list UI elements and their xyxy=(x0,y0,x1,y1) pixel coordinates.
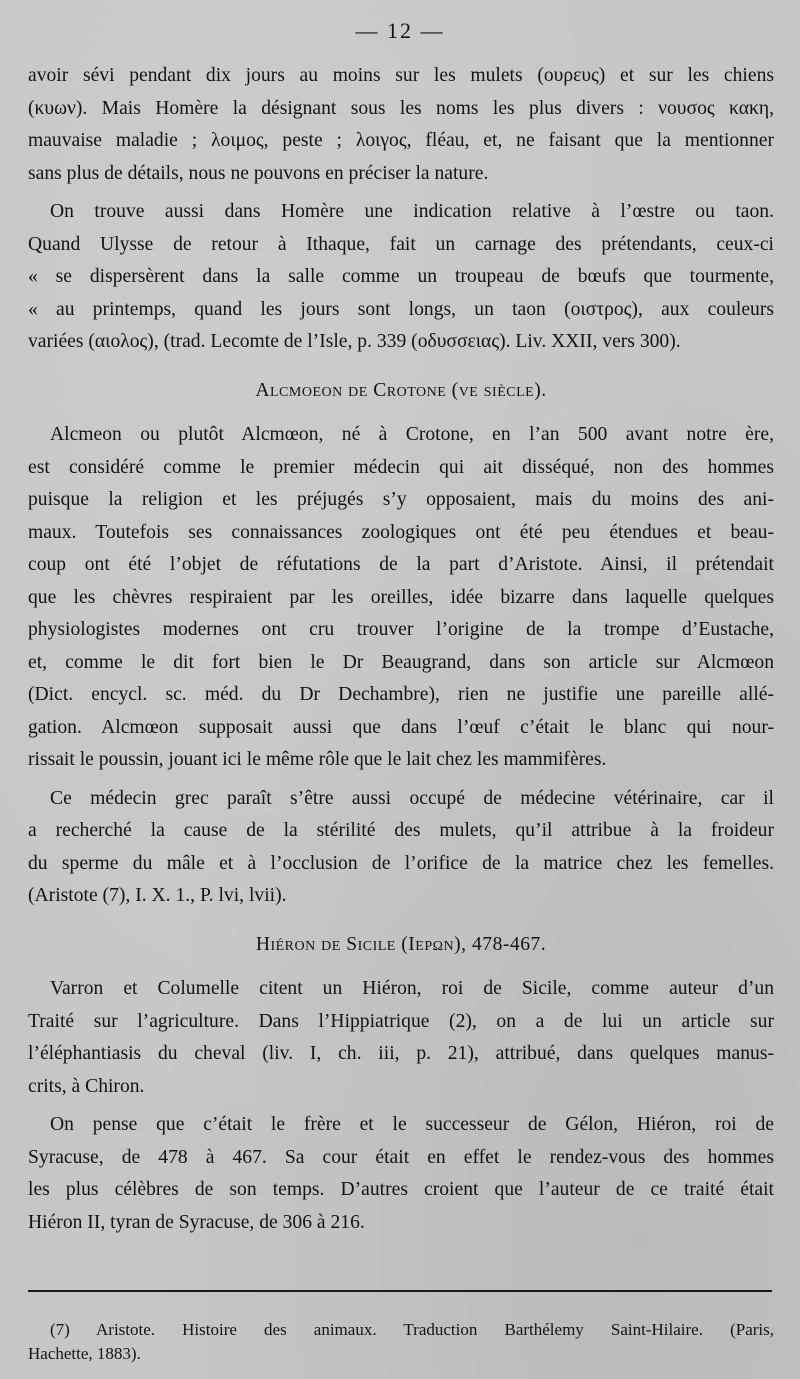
text-line: Alcmeon ou plutôt Alcmœon, né à Crotone, en l’an 500 avant notre ère, xyxy=(50,424,774,445)
text-line: rissait le poussin, jouant ici le même rôle que le lait chez les mammifères. xyxy=(28,749,607,770)
paragraph xyxy=(28,419,774,777)
text-line: « au printemps, quand les jours sont longs, un taon (οιστρος), aux couleurs xyxy=(28,298,774,320)
body-text xyxy=(28,60,774,1239)
text-line: a recherché la cause de la stérilité des mulets, qu’il attribue à la froideur xyxy=(28,820,774,841)
text-line: Varron et Columelle citent un Hiéron, roi de Sicile, comme auteur d’un xyxy=(50,978,774,999)
text-line: est considéré comme le premier médecin qui ait disséqué, non des hommes xyxy=(28,456,774,478)
text-line: Hiéron II, tyran de Syracuse, de 306 à 216. xyxy=(28,1211,365,1233)
text-line: Ce médecin grec paraît s’être aussi occupé de médecine vétérinaire, car il xyxy=(50,787,774,809)
text-line: les plus célèbres de son temps. D’autres croient que l’auteur de ce traité était xyxy=(28,1179,774,1200)
text-line: On pense que c’était le frère et le successeur de Gélon, Hiéron, roi de xyxy=(50,1114,774,1135)
text-line: mauvaise maladie ; λοιμος, peste ; λοιγος, fléau, et, ne faisant que la mentionner xyxy=(28,130,774,151)
paragraph xyxy=(28,196,774,359)
paragraph xyxy=(28,1109,774,1239)
text-line: (Dict. encycl. sc. méd. du Dr Dechambre), rien ne justifie une pareille allé- xyxy=(28,684,774,705)
text-line: et, comme le dit fort bien le Dr Beaugrand, dans son article sur Alcmœon xyxy=(28,651,774,673)
text-line: Traité sur l’agriculture. Dans l’Hippiatrique (2), on a de lui un article sur xyxy=(28,1010,774,1032)
text-line: du sperme du mâle et à l’occlusion de l’orifice de la matrice chez les femelles. xyxy=(28,852,774,874)
text-line: Syracuse, de 478 à 467. Sa cour était en effet le rendez-vous des hommes xyxy=(28,1146,774,1168)
text-line: coup ont été l’objet de réfutations de la part d’Aristote. Ainsi, il prétendait xyxy=(28,554,774,575)
text-line: crits, à Chiron. xyxy=(28,1075,145,1097)
text-line: avoir sévi pendant dix jours au moins sur les mulets (ουρευς) et sur les chiens xyxy=(28,65,774,86)
text-line: physiologistes modernes ont cru trouver l’origine de la trompe d’Eustache, xyxy=(28,619,774,640)
footnote xyxy=(28,1318,774,1366)
footnote-line: Hachette, 1883). xyxy=(28,1344,141,1363)
section-heading: Alcmoeon de Crotone (ve siècle). xyxy=(255,379,547,401)
text-line: (Aristote (7), I. X. 1., P. lvi, lvii). xyxy=(28,885,287,906)
text-line: l’éléphantiasis du cheval (liv. I, ch. iii, p. 21), attribué, dans quelques manus- xyxy=(28,1043,774,1064)
text-line: puisque la religion et les préjugés s’y opposaient, mais du moins des ani- xyxy=(28,489,774,510)
footnote-rule xyxy=(28,1290,772,1292)
text-line: que les chèvres respiraient par les oreilles, idée bizarre dans laquelle quelques xyxy=(28,586,774,608)
page-number: — 12 — xyxy=(355,18,445,43)
text-line: (κυων). Mais Homère la désignant sous les noms les plus divers : νουσος κακη, xyxy=(28,97,774,119)
section-heading: Hiéron de Sicile (Ιερων), 478-467. xyxy=(255,933,547,955)
text-line: Quand Ulysse de retour à Ithaque, fait un carnage des prétendants, ceux-ci xyxy=(28,233,774,255)
paragraph xyxy=(28,973,774,1103)
text-line: « se dispersèrent dans la salle comme un troupeau de bœufs que tourmente, xyxy=(28,266,774,287)
paragraph xyxy=(28,60,774,190)
text-line: sans plus de détails, nous ne pouvons en préciser la nature. xyxy=(28,162,489,184)
paragraph xyxy=(28,783,774,913)
text-line: variées (αιολος), (trad. Lecomte de l’Isle, p. 339 (οδυσσειας). Liv. XXII, vers 300). xyxy=(28,331,681,352)
footnote-line: (7) Aristote. Histoire des animaux. Traduction Barthélemy Saint-Hilaire. (Paris, xyxy=(50,1320,774,1339)
text-line: gation. Alcmœon supposait aussi que dans l’œuf c’était le blanc qui nour- xyxy=(28,716,774,738)
text-line: On trouve aussi dans Homère une indication relative à l’œstre ou taon. xyxy=(50,201,774,222)
text-line: maux. Toutefois ses connaissances zoologiques ont été peu étendues et beau- xyxy=(28,521,774,543)
